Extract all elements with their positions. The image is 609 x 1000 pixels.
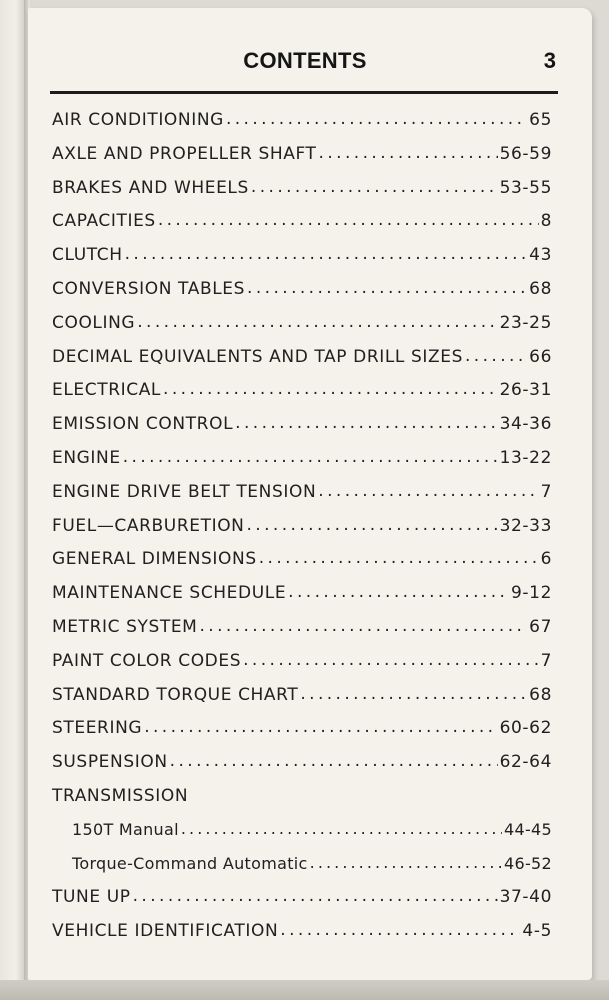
toc-dot-leader xyxy=(137,312,497,332)
toc-entry xyxy=(52,854,552,888)
toc-entry xyxy=(52,786,552,820)
toc-entry-label: SUSPENSION xyxy=(52,752,168,773)
toc-entry-page: 9-12 xyxy=(511,583,552,604)
toc-entry-page: 53-55 xyxy=(499,177,552,198)
toc-entry-label: CAPACITIES xyxy=(52,211,156,232)
toc-entry-label: CONVERSION TABLES xyxy=(52,278,246,299)
toc-entry xyxy=(52,313,552,347)
toc-entry-label: AXLE AND PROPELLER SHAFT xyxy=(52,143,317,164)
toc-entry xyxy=(52,617,552,651)
toc-entry-page: 13-22 xyxy=(499,447,552,468)
toc-dot-leader xyxy=(226,109,527,129)
toc-entry-label: FUEL—CARBURETION xyxy=(52,515,245,536)
toc-dot-leader xyxy=(310,853,502,872)
toc-entry-page: 32-33 xyxy=(499,515,552,536)
toc-entry-label: CLUTCH xyxy=(52,245,123,266)
toc-dot-leader xyxy=(133,886,498,906)
toc-entry-page: 23-25 xyxy=(499,312,552,333)
header-rule xyxy=(50,91,558,94)
toc-entry-label: METRIC SYSTEM xyxy=(52,616,198,637)
toc-entry-page: 68 xyxy=(529,278,552,299)
toc-entry-page: 46-52 xyxy=(504,853,552,873)
toc-entry-label: STEERING xyxy=(52,718,143,739)
toc-entry xyxy=(52,921,552,955)
toc-entry-page: 34-36 xyxy=(499,414,552,435)
toc-dot-leader xyxy=(235,413,497,433)
toc-entry-page: 7 xyxy=(540,650,552,671)
toc-entry-label: MAINTENANCE SCHEDULE xyxy=(52,583,287,604)
page-header xyxy=(50,48,560,88)
toc-entry xyxy=(52,380,552,414)
toc-entry xyxy=(52,448,552,482)
toc-dot-leader xyxy=(300,684,527,704)
page-number: 3 xyxy=(543,48,556,73)
toc-entry-page: 60-62 xyxy=(499,718,552,739)
toc-entry-label: BRAKES AND WHEELS xyxy=(52,177,249,198)
toc-dot-leader xyxy=(280,920,520,940)
toc-dot-leader xyxy=(123,447,498,467)
toc-entry-label: DECIMAL EQUIVALENTS AND TAP DRILL SIZES xyxy=(52,346,463,367)
left-page-edge xyxy=(0,0,26,1000)
toc-dot-leader xyxy=(170,751,498,771)
toc-entry xyxy=(52,549,552,583)
toc-dot-leader xyxy=(318,481,538,501)
toc-entry-page: 44-45 xyxy=(504,819,552,839)
toc-entry-page: 4-5 xyxy=(522,921,552,942)
toc-entry-page: 65 xyxy=(529,110,552,130)
toc-entry xyxy=(52,887,552,921)
toc-dot-leader xyxy=(247,515,498,535)
toc-dot-leader xyxy=(125,244,528,264)
toc-entry xyxy=(52,279,552,313)
toc-entry-page: 56-59 xyxy=(499,143,552,164)
toc-entry-page: 66 xyxy=(529,346,552,367)
toc-dot-leader xyxy=(163,379,498,399)
toc-dot-leader xyxy=(243,650,538,670)
toc-entry-page: 37-40 xyxy=(499,887,552,908)
toc-entry-label: Torque-Command Automatic xyxy=(72,853,308,873)
toc-entry-label: EMISSION CONTROL xyxy=(52,414,234,435)
toc-entry xyxy=(52,516,552,550)
bottom-surface xyxy=(0,980,609,1000)
toc-entry xyxy=(52,651,552,685)
toc-entry-label: PAINT COLOR CODES xyxy=(52,650,242,671)
page-title: CONTENTS xyxy=(243,48,367,73)
toc-entry xyxy=(52,211,552,245)
toc-dot-leader xyxy=(319,143,498,163)
toc-entry-page: 8 xyxy=(540,211,552,232)
toc-entry-page: 43 xyxy=(529,245,552,266)
toc-entry xyxy=(52,685,552,719)
toc-entry xyxy=(52,178,552,212)
toc-entry xyxy=(52,820,552,854)
toc-entry-label: STANDARD TORQUE CHART xyxy=(52,684,299,705)
toc-entry xyxy=(52,752,552,786)
toc-entry-label: TRANSMISSION xyxy=(52,785,189,806)
toc-entry xyxy=(52,482,552,516)
toc-dot-leader xyxy=(144,717,497,737)
toc-entry xyxy=(52,718,552,752)
toc-dot-leader xyxy=(199,616,527,636)
toc-entry-page: 26-31 xyxy=(499,380,552,401)
table-of-contents xyxy=(52,110,552,955)
toc-entry xyxy=(52,245,552,279)
toc-dot-leader xyxy=(288,582,509,602)
toc-entry-page: 67 xyxy=(529,616,552,637)
toc-entry xyxy=(52,414,552,448)
toc-entry-label: ENGINE DRIVE BELT TENSION xyxy=(52,481,317,502)
toc-dot-leader xyxy=(259,548,539,568)
toc-entry-label: 150T Manual xyxy=(72,819,179,839)
toc-entry xyxy=(52,583,552,617)
toc-dot-leader xyxy=(251,177,498,197)
toc-entry-page: 62-64 xyxy=(499,752,552,773)
toc-entry-label: AIR CONDITIONING xyxy=(52,110,224,130)
toc-dot-leader xyxy=(158,210,539,230)
toc-entry xyxy=(52,347,552,381)
toc-entry-page: 6 xyxy=(540,549,552,570)
toc-entry-label: TUNE UP xyxy=(52,887,131,908)
toc-entry-label: VEHICLE IDENTIFICATION xyxy=(52,921,279,942)
toc-entry xyxy=(52,144,552,178)
toc-entry-label: GENERAL DIMENSIONS xyxy=(52,549,257,570)
toc-dot-leader xyxy=(247,278,527,298)
toc-entry-page: 68 xyxy=(529,684,552,705)
toc-dot-leader xyxy=(181,819,502,838)
toc-entry-label: ELECTRICAL xyxy=(52,380,162,401)
toc-entry xyxy=(52,110,552,144)
toc-dot-leader xyxy=(465,346,527,366)
toc-entry-label: COOLING xyxy=(52,312,136,333)
toc-entry-label: ENGINE xyxy=(52,447,121,468)
toc-entry-page: 7 xyxy=(540,481,552,502)
